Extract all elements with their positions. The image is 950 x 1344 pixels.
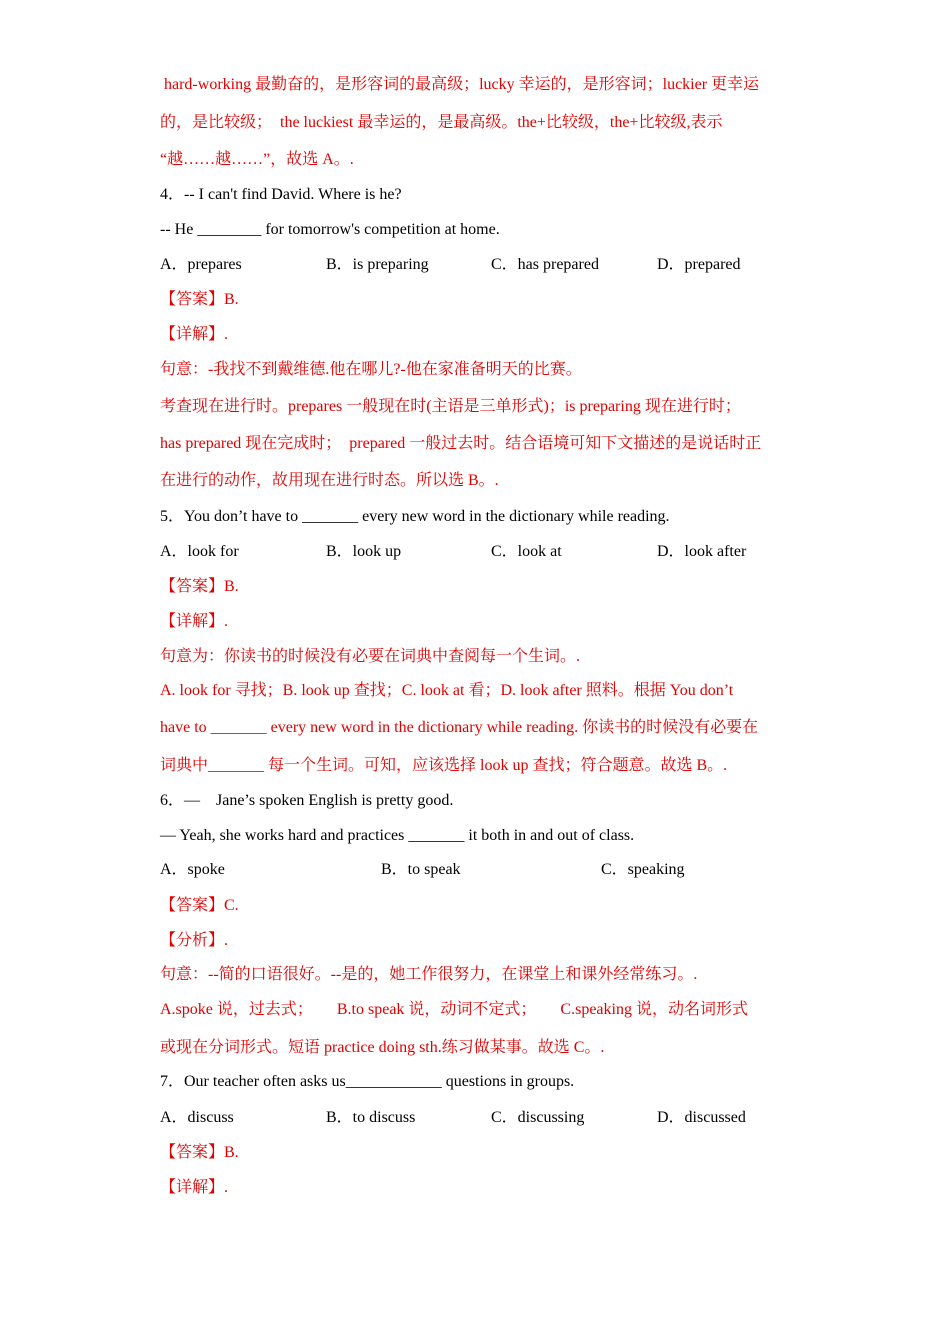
question-5-option-a: A．look for — [160, 543, 239, 560]
question-6-option-b: B．to speak — [381, 861, 461, 878]
question-4-option-a: A．prepares — [160, 256, 242, 273]
question-5-option-c: C．look at — [491, 543, 562, 560]
question-5-option-d: D．look after — [657, 543, 747, 560]
question-5-option-b: B．look up — [326, 543, 402, 560]
question-6-option-a: A．spoke — [160, 861, 225, 878]
question-6-option-c: C．speaking — [601, 861, 685, 878]
explanation-line: has prepared 现在完成时； prepared 一般过去时。结合语境可知下文描述的是说话时正 — [160, 435, 762, 452]
question-4-detail-heading: 【详解】. — [160, 326, 229, 343]
question-4-option-c: C．has prepared — [491, 256, 599, 273]
question-7-option-a: A．discuss — [160, 1109, 234, 1126]
question-4-option-d: D．prepared — [657, 256, 741, 273]
explanation-line: “越……越……”，故选 A。. — [160, 151, 354, 168]
explanation-line: A.spoke 说，过去式； B.to speak 说，动词不定式； C.speaking 说，动名词形式 — [160, 1001, 748, 1018]
question-5-stem: 5．You don’t have to _______ every new word in the dictionary while reading. — [160, 508, 670, 525]
question-4-stem: 4．-- I can't find David. Where is he? — [160, 186, 402, 203]
question-4-answer: 【答案】B. — [160, 291, 239, 308]
explanation-line: 或现在分词形式。短语 practice doing sth.练习做某事。故选 C。. — [160, 1039, 605, 1056]
question-4-dialogue: -- He ________ for tomorrow's competition at home. — [160, 221, 500, 238]
question-5-detail-heading: 【详解】. — [160, 613, 229, 630]
question-7-stem: 7．Our teacher often asks us____________ questions in groups. — [160, 1073, 575, 1090]
explanation-line: have to _______ every new word in the dictionary while reading. 你读书的时候没有必要在 — [160, 719, 759, 736]
question-6-dialogue: — Yeah, she works hard and practices _______ it both in and out of class. — [160, 827, 635, 844]
explanation-line: 句意为：你读书的时候没有必要在词典中查阅每一个生词。. — [160, 648, 581, 665]
question-7-detail-heading: 【详解】. — [160, 1179, 229, 1196]
question-6-stem: 6．— Jane’s spoken English is pretty good. — [160, 792, 454, 809]
question-7-option-c: C．discussing — [491, 1109, 585, 1126]
explanation-line: 句意：--简的口语很好。--是的，她工作很努力，在课堂上和课外经常练习。. — [160, 966, 698, 983]
question-7-option-b: B．to discuss — [326, 1109, 416, 1126]
question-4-option-b: B．is preparing — [326, 256, 429, 273]
explanation-line: 在进行的动作，故用现在进行时态。所以选 B。. — [160, 472, 499, 489]
explanation-line: A. look for 寻找；B. look up 查找；C. look at 看；D. look after 照料。根据 You don’t — [160, 682, 734, 699]
question-6-analysis-heading: 【分析】. — [160, 932, 229, 949]
question-7-option-d: D．discussed — [657, 1109, 746, 1126]
explanation-line: 考查现在进行时。prepares 一般现在时(主语是三单形式)；is preparing 现在进行时； — [160, 398, 741, 415]
question-5-answer: 【答案】B. — [160, 578, 239, 595]
explanation-line: hard-working 最勤奋的，是形容词的最高级；lucky 幸运的，是形容词；luckier 更幸运 — [164, 76, 760, 93]
explanation-line: 句意：-我找不到戴维德.他在哪儿?-他在家准备明天的比赛。 — [160, 361, 582, 378]
question-6-answer: 【答案】C. — [160, 897, 239, 914]
explanation-line: 词典中_______ 每一个生词。可知，应该选择 look up 查找；符合题意。故选 B。. — [160, 757, 728, 774]
explanation-line: 的，是比较级； the luckiest 最幸运的，是最高级。the+比较级，the+比较级,表示 — [160, 114, 723, 131]
question-7-answer: 【答案】B. — [160, 1144, 239, 1161]
